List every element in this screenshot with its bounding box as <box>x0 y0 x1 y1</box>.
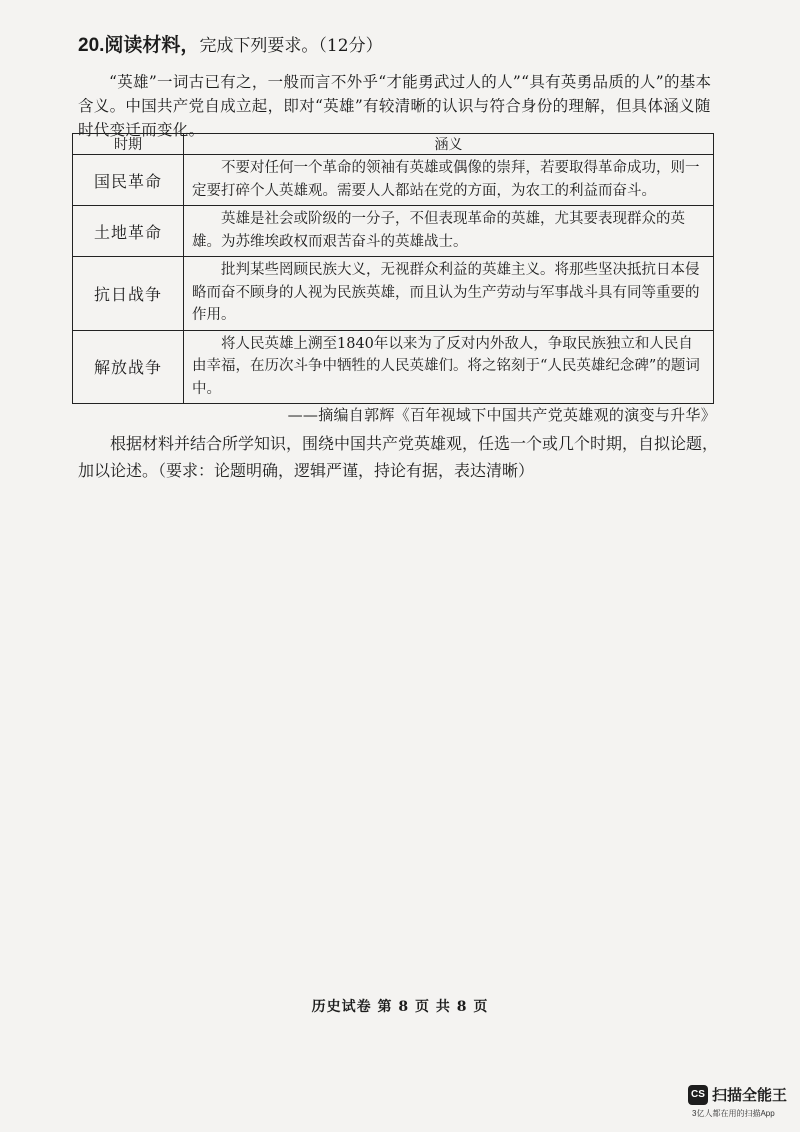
task-prompt: 根据材料并结合所学知识，围绕中国共产党英雄观，任选一个或几个时期，自拟论题，加以论述。（要求：论题明确，逻辑严谨，持论有据，表达清晰） <box>78 434 719 480</box>
question-number: 20. <box>78 35 105 56</box>
hero-meaning-table <box>72 133 714 404</box>
table-row <box>73 206 714 257</box>
table-row <box>73 257 714 331</box>
table-row <box>73 330 714 404</box>
scanner-app-name: 扫描全能王 <box>712 1087 788 1104</box>
scanner-tagline: 3亿人都在用的扫描App <box>692 1109 775 1118</box>
camscanner-logo-icon: CS <box>688 1085 708 1105</box>
period-cell: 土地革命 <box>73 206 184 257</box>
period-cell: 国民革命 <box>73 155 184 206</box>
header-period: 时期 <box>73 134 184 155</box>
meaning-cell: 英雄是社会或阶级的一分子，不但表现革命的英雄，尤其要表现群众的英雄。为苏维埃政权而艰苦奋斗的英雄战士。 <box>184 206 714 257</box>
page-footer: 历史试卷 第 8 页 共 8 页 <box>311 999 489 1015</box>
question-title: 阅读材料， <box>104 34 200 56</box>
table-row <box>73 155 714 206</box>
source-citation: ——摘编自郭辉《百年视域下中国共产党英雄观的演变与升华》 <box>287 406 716 424</box>
meaning-cell: 将人民英雄上溯至1840年以来为了反对内外敌人，争取民族独立和人民自由幸福，在历次斗争中牺牲的人民英雄们。将之铭刻于“人民英雄纪念碑”的题词中。 <box>184 330 714 404</box>
material-intro: “英雄”一词古已有之，一般而言不外乎“才能勇武过人的人”“具有英勇品质的人”的基本含义。中国共产党自成立起，即对“英雄”有较清晰的认识与符合身份的理解，但具体涵义随时代变迁而变化。 <box>78 73 712 139</box>
period-cell: 抗日战争 <box>73 257 184 331</box>
table-header-row <box>73 134 714 155</box>
header-meaning: 涵义 <box>184 134 714 155</box>
scanner-watermark <box>688 1084 787 1105</box>
question-heading <box>78 30 383 57</box>
meaning-cell: 批判某些罔顾民族大义，无视群众利益的英雄主义。将那些坚决抵抗日本侵略而奋不顾身的人视为民族英雄，而且认为生产劳动与军事战斗具有同等重要的作用。 <box>184 257 714 331</box>
question-requirement: 完成下列要求。（12分） <box>199 36 383 56</box>
meaning-cell: 不要对任何一个革命的领袖有英雄或偶像的崇拜，若要取得革命成功，则一定要打碎个人英雄观。需要人人都站在党的方面，为农工的利益而奋斗。 <box>184 155 714 206</box>
period-cell: 解放战争 <box>73 330 184 404</box>
